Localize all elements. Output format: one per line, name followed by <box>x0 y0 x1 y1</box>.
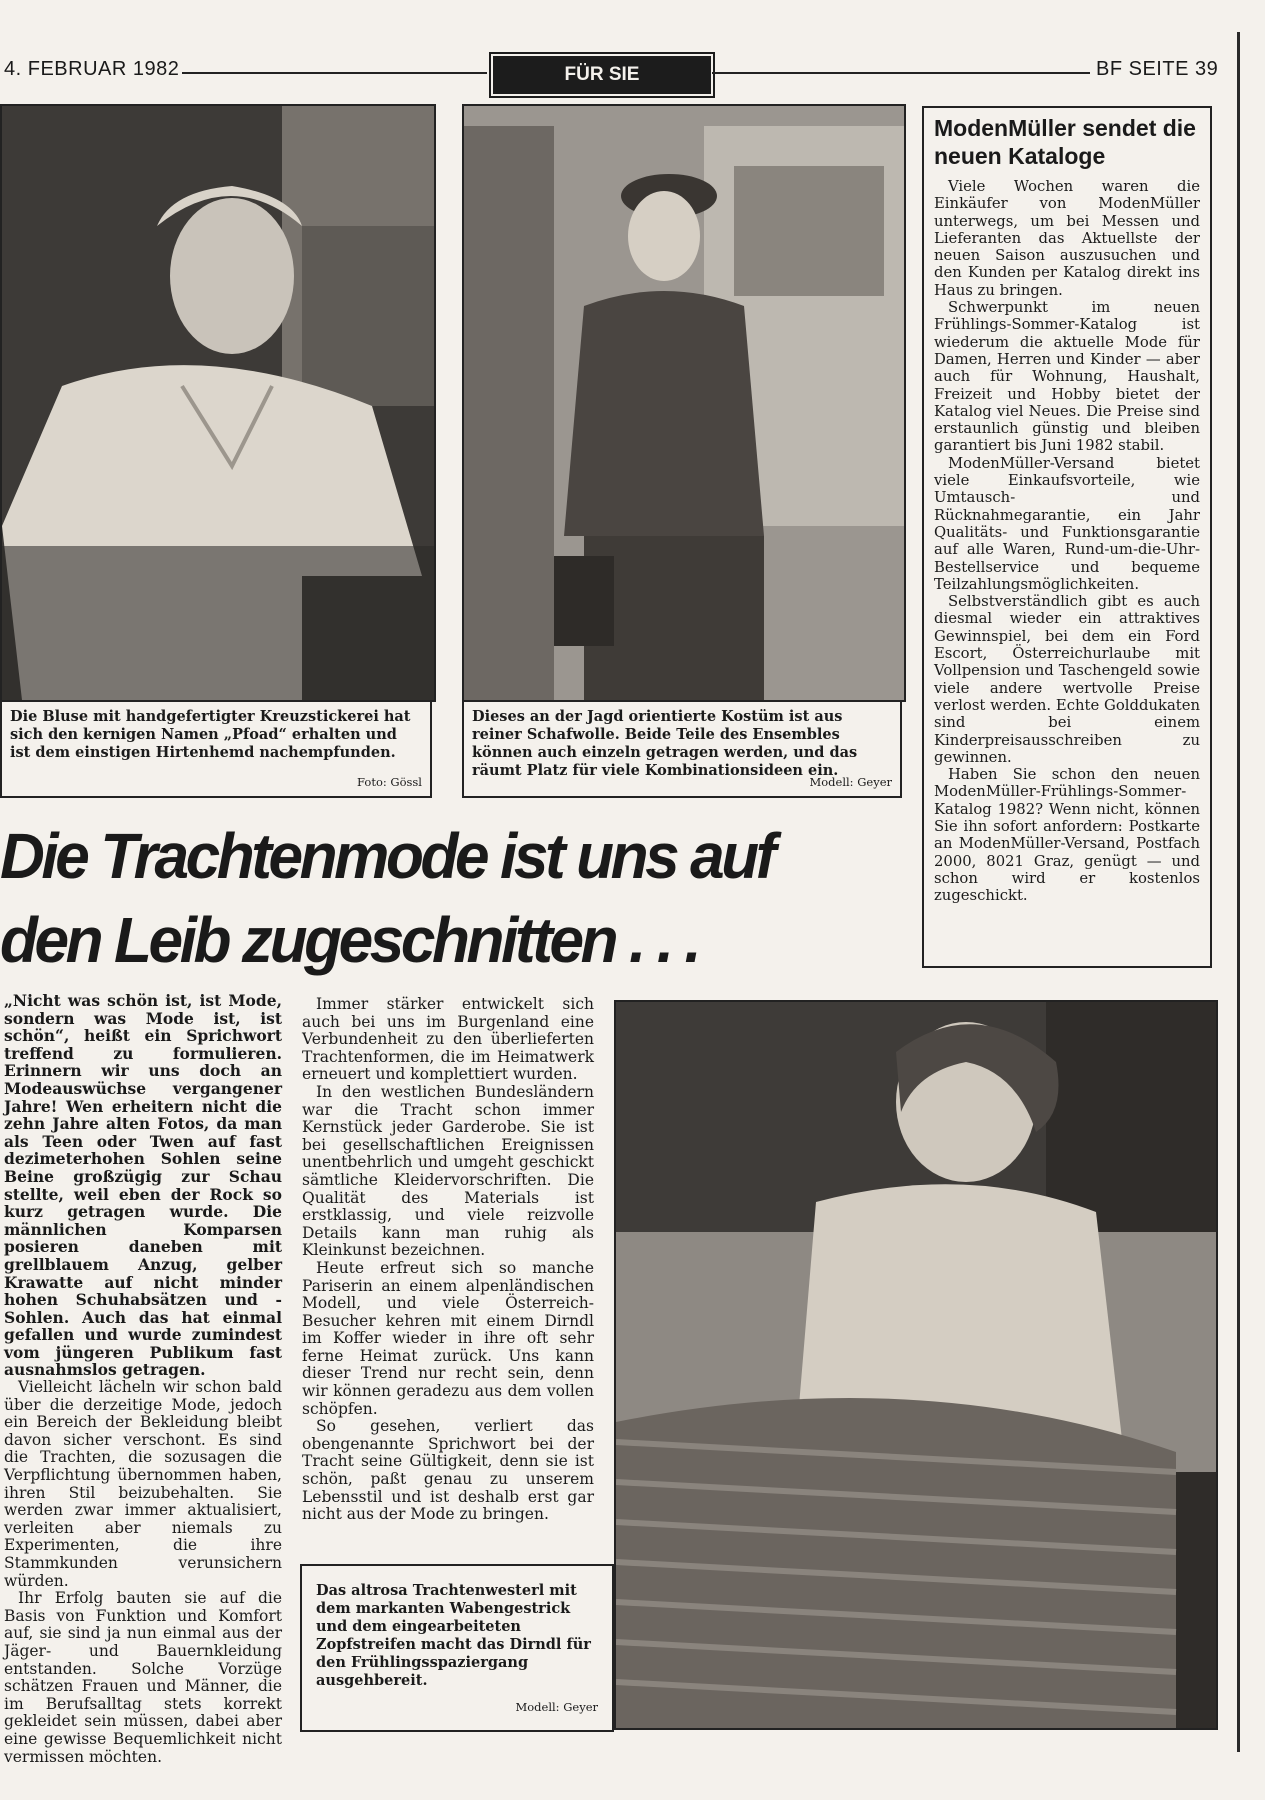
page-edge-line <box>1237 32 1240 1752</box>
photo-blouse <box>0 104 436 702</box>
article-paragraph: Ihr Erfolg bauten sie auf die Basis von Funktion und Komfort auf, sie sind ja nun einmal aus der Jäger- und Bauernkleidung entstanden. Solche Vorzüge schätzen Frauen und Männer, die im Berufsalltag stets korrekt gekleidet sein müssen, dabei aber eine gewisse Bequemlichkeit nicht vermissen möchten. <box>4 1589 282 1766</box>
photo-costume <box>462 104 906 702</box>
photo-blouse-image <box>2 106 434 700</box>
modenmueller-paragraph: Schwerpunkt im neuen Frühlings-Sommer-Katalog ist wiederum die aktuelle Mode für Damen, Herren und Kinder — aber auch für Wohnung, Haushalt, Freizeit und Hobby bietet der Katalog viel Neues. Die Preise sind erstaunlich günstig und bleiben garantiert bis Juni 1982 stabil. <box>934 299 1200 455</box>
modenmueller-title: ModenMüller sendet die neuen Kataloge <box>934 115 1196 169</box>
modenmueller-box <box>922 106 1212 968</box>
article-paragraph: So gesehen, verliert das obengenannte Sprichwort bei der Tracht seine Gültigkeit, denn sie ist schön, paßt genau zu unserem Lebensstil und ist deshalb erst gar nicht aus der Mode zu bringen. <box>302 1417 594 1524</box>
caption-blouse-text: Die Bluse mit handgefertigter Kreuzstickerei hat sich den kernigen Namen „Pfoad“ erhalten und ist dem einstigen Hirtenhemd nachempfunden. <box>10 708 411 761</box>
photo-dirndl <box>614 1000 1218 1730</box>
caption-dirndl-text: Das altrosa Trachtenwesterl mit dem markanten Wabengestrick und dem eingearbeiteten Zopfstreifen macht das Dirndl für den Frühlingsspaziergang ausgehbereit. <box>316 1582 591 1689</box>
article-paragraph: In den westlichen Bundesländern war die Tracht schon immer Kernstück jeder Garderobe. Sie ist bei gesellschaftlichen Ereignissen unentbehrlich und umgeht geschickt sämtliche Kleidervorschriften. Die Qualität des Materials ist erstklassig, und viele reizvolle Details kann man ruhig als Kleinkunst bezeichnen. <box>302 1082 594 1260</box>
header-rule-right <box>712 72 1090 74</box>
issue-date: 4. FEBRUAR 1982 <box>4 58 180 80</box>
header-rule-left <box>182 72 487 74</box>
photo-costume-image <box>464 106 904 700</box>
headline-line-1: Die Trachtenmode ist uns auf <box>0 820 774 892</box>
modenmueller-paragraph: ModenMüller-Versand bietet viele Einkaufsvorteile, wie Umtausch- und Rücknahmegarantie, ein Jahr Qualitäts- und Funktionsgarantie auf alle Waren, Rund-um-die-Uhr-Bestellservice und bequeme Teilzahlungsmöglichkeiten. <box>934 454 1200 593</box>
photo-credit-costume: Modell: Geyer <box>809 775 892 789</box>
caption-blouse <box>0 700 432 798</box>
photo-credit-blouse: Foto: Gössl <box>357 775 422 789</box>
caption-costume <box>462 700 902 798</box>
modenmueller-paragraph: Haben Sie schon den neuen ModenMüller-Frühlings-Sommer-Katalog 1982? Wenn nicht, können Sie ihn sofort anfordern: Postkarte an ModenMüller-Versand, Postfach 2000, 8021 Graz, genügt — und schon wird er kostenlos zugeschickt. <box>934 766 1200 905</box>
caption-dirndl <box>300 1564 614 1732</box>
modenmueller-paragraph: Viele Wochen waren die Einkäufer von ModenMüller unterwegs, um bei Messen und Lieferanten das Aktuellste der neuen Saison auszusuchen und den Kunden per Katalog direkt ins Haus zu bringen. <box>934 178 1200 299</box>
modenmueller-paragraph: Selbstverständlich gibt es auch diesmal wieder ein attraktives Gewinnspiel, bei dem ein Ford Escort, Österreichurlaube mit Vollpension und Taschengeld sowie viele andere wertvolle Preise verlost werden. Echte Golddukaten sind bei einem Kinderpreisausschreiben zu gewinnen. <box>934 593 1200 766</box>
photo-dirndl-image <box>616 1002 1216 1728</box>
article-column-2 <box>302 996 594 1524</box>
modenmueller-text <box>934 178 1200 904</box>
caption-costume-text: Dieses an der Jagd orientierte Kostüm ist aus reiner Schafwolle. Beide Teile des Ensembles können auch einzeln getragen werden, und das räumt Platz für viele Kombinationsideen ein. <box>472 708 858 779</box>
photo-credit-dirndl: Modell: Geyer <box>515 1700 598 1714</box>
article-paragraph: Vielleicht lächeln wir schon bald über die derzeitige Mode, jedoch ein Bereich der Bekleidung bleibt davon sicher verschont. Es sind die Trachten, die sozusagen die Verpflichtung übernommen haben, ihren Stil beizubehalten. Sie werden zwar immer aktualisiert, verleiten aber niemals zu Experimenten, die ihre Stammkunden verunsichern würden. <box>4 1378 282 1590</box>
article-lead: „Nicht was schön ist, ist Mode, sondern was Mode ist, ist schön“, heißt ein Sprichwort treffend zu formulieren. Erinnern wir uns doch an Modeauswüchse vergangener Jahre! Wen erheitern nicht die zehn Jahre alten Fotos, da man als Teen oder Twen auf fast dezimeterhohen Sohlen seine Beine großzügig zur Schau stellte, weil eben der Rock so kurz getragen wurde. Die männlichen Komparsen posieren daneben mit grellblauem Anzug, gelber Krawatte auf nicht minder hohen Schuhabsätzen und -Sohlen. Auch das hat einmal gefallen und wurde zumindest vom jüngeren Publikum fast ausnahmslos getragen. <box>4 991 282 1380</box>
section-label: FÜR SIE <box>493 56 711 94</box>
article-paragraph: Immer stärker entwickelt sich auch bei uns im Burgenland eine Verbundenheit zu den überlieferten Trachtenformen, die im Heimatwerk erneuert und komplettiert wurden. <box>302 995 594 1084</box>
page-number: BF SEITE 39 <box>1096 58 1219 80</box>
article-column-1 <box>4 992 282 1766</box>
article-paragraph: Heute erfreut sich so manche Pariserin an einem alpenländischen Modell, und viele Österreich-Besucher kehren mit einem Dirndl im Koffer wieder in ihre oft sehr ferne Heimat zurück. Uns kann dieser Trend nur recht sein, denn wir können geradezu aus dem vollen schöpfen. <box>302 1258 594 1418</box>
headline-line-2: den Leib zugeschnitten . . . <box>0 904 699 976</box>
